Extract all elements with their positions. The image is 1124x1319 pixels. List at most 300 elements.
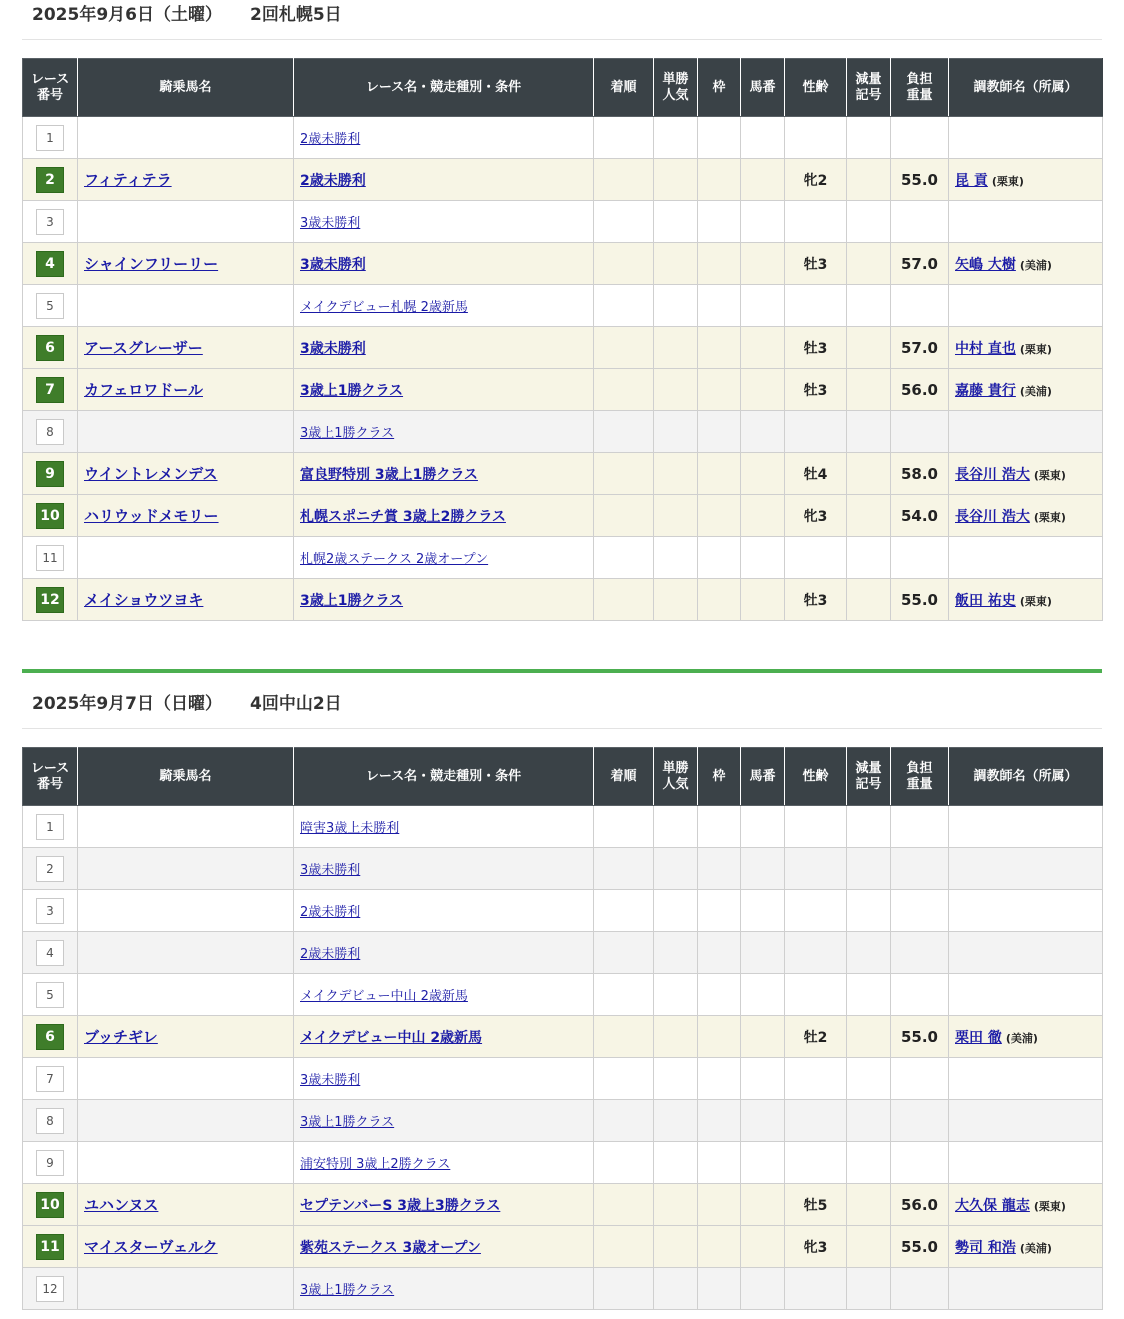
finish-cell (594, 1100, 654, 1142)
popularity-cell (654, 1100, 698, 1142)
race-row (23, 974, 1103, 1016)
header-horse: 騎乗馬名 (78, 59, 294, 117)
horse-no-cell (741, 495, 785, 537)
finish-cell (594, 1184, 654, 1226)
popularity-cell (654, 1142, 698, 1184)
popularity-cell (654, 159, 698, 201)
horse-no-cell (741, 327, 785, 369)
horse-link[interactable]: フィティテラ (84, 171, 172, 189)
weight-mark-cell (847, 932, 891, 974)
race-number-badge: 8 (36, 1108, 64, 1134)
header-horse: 騎乗馬名 (78, 748, 294, 806)
race-number-cell (23, 411, 78, 453)
trainer-link[interactable]: 矢嶋 大樹 (955, 256, 1016, 273)
sex-age-cell (785, 974, 847, 1016)
sex-age-cell (785, 537, 847, 579)
race-row (23, 1016, 1103, 1058)
weight-mark-cell (847, 159, 891, 201)
race-link[interactable]: 2歳未勝利 (300, 947, 361, 962)
finish-cell (594, 201, 654, 243)
horse-no-cell (741, 579, 785, 621)
finish-cell (594, 579, 654, 621)
sex-age-cell (785, 117, 847, 159)
trainer-affiliation: (栗東) (1033, 1199, 1066, 1213)
trainer-cell (949, 369, 1103, 411)
race-row (23, 453, 1103, 495)
finish-cell (594, 1226, 654, 1268)
trainer-cell (949, 1142, 1103, 1184)
popularity-cell (654, 117, 698, 159)
header-race-name: レース名・競走種別・条件 (294, 748, 594, 806)
header-sex-age: 性齢 (785, 59, 847, 117)
popularity-cell (654, 453, 698, 495)
frame-cell (698, 285, 741, 327)
sex-age-cell: 牡5 (785, 1184, 847, 1226)
finish-cell (594, 537, 654, 579)
race-number-badge: 8 (36, 419, 64, 445)
race-number-cell (23, 1016, 78, 1058)
horse-no-cell (741, 890, 785, 932)
sex-age-cell: 牝2 (785, 159, 847, 201)
race-number-cell (23, 327, 78, 369)
weight-cell: 55.0 (891, 579, 949, 621)
horse-cell (78, 1016, 294, 1058)
table-header (23, 59, 1103, 117)
trainer-cell (949, 974, 1103, 1016)
finish-cell (594, 848, 654, 890)
trainer-cell (949, 890, 1103, 932)
frame-cell (698, 890, 741, 932)
popularity-cell (654, 537, 698, 579)
weight-cell (891, 932, 949, 974)
trainer-link[interactable]: 中村 直也 (955, 340, 1016, 357)
horse-link[interactable]: ハリウッドメモリー (84, 507, 219, 525)
frame-cell (698, 495, 741, 537)
finish-cell (594, 1058, 654, 1100)
finish-cell (594, 369, 654, 411)
sex-age-cell (785, 932, 847, 974)
race-number-badge: 5 (36, 982, 64, 1008)
race-link[interactable]: 浦安特別 3歳上2勝クラス (300, 1157, 451, 1172)
sex-age-cell: 牡3 (785, 327, 847, 369)
race-number-cell (23, 453, 78, 495)
weight-mark-cell (847, 1058, 891, 1100)
race-number-cell (23, 1142, 78, 1184)
race-number-badge: 10 (36, 503, 64, 529)
horse-cell (78, 453, 294, 495)
trainer-cell (949, 117, 1103, 159)
finish-cell (594, 932, 654, 974)
race-number-cell (23, 537, 78, 579)
header-horse-no: 馬番 (741, 59, 785, 117)
frame-cell (698, 117, 741, 159)
race-name-cell (294, 117, 594, 159)
sex-age-cell (785, 1268, 847, 1310)
horse-link[interactable]: ウイントレメンデス (84, 465, 218, 483)
sex-age-cell: 牡4 (785, 453, 847, 495)
horse-no-cell (741, 848, 785, 890)
weight-mark-cell (847, 974, 891, 1016)
horse-cell (78, 579, 294, 621)
finish-cell (594, 974, 654, 1016)
horse-no-cell (741, 537, 785, 579)
weight-cell (891, 890, 949, 932)
horse-no-cell (741, 1226, 785, 1268)
finish-cell (594, 243, 654, 285)
race-number-badge: 6 (36, 1024, 64, 1050)
trainer-link[interactable]: 長谷川 浩大 (955, 466, 1030, 483)
popularity-cell (654, 369, 698, 411)
weight-cell: 56.0 (891, 1184, 949, 1226)
race-row (23, 411, 1103, 453)
race-number-cell (23, 890, 78, 932)
race-link[interactable]: 3歳上1勝クラス (300, 426, 395, 441)
race-link[interactable]: セプテンバーS 3歳上3勝クラス (300, 1197, 501, 1214)
popularity-cell (654, 327, 698, 369)
weight-mark-cell (847, 327, 891, 369)
horse-link[interactable]: ブッチギレ (84, 1028, 158, 1046)
race-number-cell (23, 932, 78, 974)
horse-cell (78, 848, 294, 890)
header-finish: 着順 (594, 748, 654, 806)
trainer-cell (949, 537, 1103, 579)
frame-cell (698, 1058, 741, 1100)
trainer-cell (949, 1268, 1103, 1310)
trainer-affiliation: (栗東) (1033, 510, 1066, 524)
horse-cell (78, 1142, 294, 1184)
race-number-cell (23, 117, 78, 159)
popularity-cell (654, 932, 698, 974)
race-link[interactable]: メイクデビュー中山 2歳新馬 (300, 989, 468, 1004)
horse-cell (78, 117, 294, 159)
sex-age-cell: 牝3 (785, 495, 847, 537)
horse-cell (78, 201, 294, 243)
frame-cell (698, 159, 741, 201)
race-name-cell (294, 1058, 594, 1100)
weight-mark-cell (847, 806, 891, 848)
weight-cell (891, 117, 949, 159)
horse-no-cell (741, 974, 785, 1016)
popularity-cell (654, 201, 698, 243)
sex-age-cell (785, 806, 847, 848)
horse-link[interactable]: カフェロワドール (84, 381, 203, 399)
race-name-cell (294, 453, 594, 495)
finish-cell (594, 159, 654, 201)
trainer-link[interactable]: 勢司 和浩 (955, 1239, 1016, 1256)
frame-cell (698, 1142, 741, 1184)
race-number-cell (23, 243, 78, 285)
sex-age-cell: 牡3 (785, 369, 847, 411)
weight-cell (891, 285, 949, 327)
race-link[interactable]: メイクデビュー中山 2歳新馬 (300, 1029, 483, 1046)
weight-mark-cell (847, 453, 891, 495)
race-number-badge: 11 (36, 1234, 64, 1260)
weight-cell: 56.0 (891, 369, 949, 411)
race-link[interactable]: 3歳未勝利 (300, 1073, 361, 1088)
race-number-cell (23, 1100, 78, 1142)
race-row (23, 117, 1103, 159)
horse-no-cell (741, 1058, 785, 1100)
day-date: 2025年9月7日（日曜） (32, 694, 222, 714)
trainer-link[interactable]: 飯田 祐史 (955, 592, 1016, 609)
trainer-cell (949, 453, 1103, 495)
race-link[interactable]: メイクデビュー札幌 2歳新馬 (300, 300, 468, 315)
race-number-badge: 5 (36, 293, 64, 319)
day-section-1 (22, 0, 1102, 621)
trainer-affiliation: (美浦) (1019, 258, 1052, 272)
finish-cell (594, 1268, 654, 1310)
horse-no-cell (741, 159, 785, 201)
trainer-link[interactable]: 栗田 徹 (955, 1029, 1002, 1046)
trainer-cell (949, 243, 1103, 285)
finish-cell (594, 453, 654, 495)
horse-link[interactable]: ユハンヌス (84, 1196, 159, 1214)
race-name-cell (294, 159, 594, 201)
trainer-cell (949, 285, 1103, 327)
race-link[interactable]: 紫苑ステークス 3歳オープン (300, 1239, 481, 1256)
race-number-cell (23, 369, 78, 411)
race-name-cell (294, 411, 594, 453)
race-row (23, 1142, 1103, 1184)
horse-cell (78, 890, 294, 932)
race-link[interactable]: 障害3歳上未勝利 (300, 821, 400, 836)
frame-cell (698, 453, 741, 495)
header-popularity: 単勝 人気 (654, 59, 698, 117)
weight-cell (891, 848, 949, 890)
horse-cell (78, 806, 294, 848)
race-number-badge: 9 (36, 1150, 64, 1176)
weight-cell (891, 1268, 949, 1310)
horse-cell (78, 932, 294, 974)
popularity-cell (654, 579, 698, 621)
race-number-badge: 4 (36, 940, 64, 966)
race-link[interactable]: 札幌スポニチ賞 3歳上2勝クラス (300, 508, 506, 525)
weight-cell (891, 1142, 949, 1184)
horse-link[interactable]: マイスターヴェルク (84, 1238, 218, 1256)
weight-mark-cell (847, 117, 891, 159)
weight-mark-cell (847, 1142, 891, 1184)
sex-age-cell: 牡3 (785, 579, 847, 621)
horse-link[interactable]: アースグレーザー (84, 339, 203, 357)
trainer-cell (949, 932, 1103, 974)
weight-cell: 54.0 (891, 495, 949, 537)
trainer-link[interactable]: 長谷川 浩大 (955, 508, 1030, 525)
race-name-cell (294, 369, 594, 411)
weight-mark-cell (847, 201, 891, 243)
day-venue: 4回中山2日 (249, 694, 342, 714)
trainer-cell (949, 327, 1103, 369)
horse-no-cell (741, 1184, 785, 1226)
finish-cell (594, 285, 654, 327)
race-number-badge: 2 (36, 856, 64, 882)
race-number-badge: 7 (36, 377, 64, 403)
weight-mark-cell (847, 411, 891, 453)
day-heading (22, 0, 1102, 40)
horse-cell (78, 243, 294, 285)
race-number-badge: 12 (36, 1276, 64, 1302)
frame-cell (698, 932, 741, 974)
race-table (22, 747, 1103, 1310)
trainer-cell (949, 411, 1103, 453)
weight-cell (891, 411, 949, 453)
trainer-cell (949, 495, 1103, 537)
weight-cell: 58.0 (891, 453, 949, 495)
race-row (23, 806, 1103, 848)
horse-cell (78, 974, 294, 1016)
header-race-no: レース 番号 (23, 748, 78, 806)
trainer-affiliation: (美浦) (1019, 1241, 1052, 1255)
race-link[interactable]: 3歳上1勝クラス (300, 1283, 395, 1298)
race-link[interactable]: 3歳上1勝クラス (300, 592, 404, 609)
frame-cell (698, 327, 741, 369)
section-divider (22, 669, 1102, 673)
horse-cell (78, 1184, 294, 1226)
weight-cell (891, 537, 949, 579)
weight-mark-cell (847, 369, 891, 411)
race-row (23, 1184, 1103, 1226)
weight-mark-cell (847, 1268, 891, 1310)
frame-cell (698, 806, 741, 848)
horse-no-cell (741, 1142, 785, 1184)
race-link[interactable]: 2歳未勝利 (300, 172, 366, 189)
horse-link[interactable]: シャインフリーリー (84, 255, 219, 273)
trainer-cell (949, 1058, 1103, 1100)
race-number-badge: 6 (36, 335, 64, 361)
race-row (23, 1100, 1103, 1142)
race-row (23, 159, 1103, 201)
popularity-cell (654, 848, 698, 890)
race-name-cell (294, 579, 594, 621)
header-race-no: レース 番号 (23, 59, 78, 117)
frame-cell (698, 974, 741, 1016)
race-row (23, 890, 1103, 932)
horse-no-cell (741, 285, 785, 327)
horse-no-cell (741, 453, 785, 495)
trainer-affiliation: (美浦) (1019, 384, 1052, 398)
finish-cell (594, 890, 654, 932)
weight-mark-cell (847, 537, 891, 579)
race-row (23, 243, 1103, 285)
horse-cell (78, 285, 294, 327)
race-number-cell (23, 1184, 78, 1226)
horse-cell (78, 159, 294, 201)
weight-cell: 55.0 (891, 1016, 949, 1058)
header-trainer: 調教師名（所属） (949, 59, 1103, 117)
race-link[interactable]: 2歳未勝利 (300, 905, 361, 920)
day-section-2 (22, 689, 1102, 1310)
trainer-cell (949, 848, 1103, 890)
race-number-badge: 3 (36, 898, 64, 924)
trainer-cell (949, 201, 1103, 243)
weight-cell: 57.0 (891, 243, 949, 285)
race-name-cell (294, 806, 594, 848)
day-date: 2025年9月6日（土曜） (32, 5, 222, 25)
sex-age-cell (785, 848, 847, 890)
horse-cell (78, 1226, 294, 1268)
race-name-cell (294, 537, 594, 579)
race-link[interactable]: 3歳未勝利 (300, 256, 366, 273)
weight-cell (891, 1100, 949, 1142)
race-row (23, 1226, 1103, 1268)
horse-no-cell (741, 411, 785, 453)
header-sex-age: 性齢 (785, 748, 847, 806)
sex-age-cell (785, 411, 847, 453)
horse-cell (78, 1058, 294, 1100)
popularity-cell (654, 1184, 698, 1226)
horse-link[interactable]: メイショウツヨキ (84, 591, 204, 609)
race-link[interactable]: 3歳未勝利 (300, 216, 361, 231)
race-number-cell (23, 806, 78, 848)
race-name-cell (294, 1100, 594, 1142)
frame-cell (698, 201, 741, 243)
race-name-cell (294, 848, 594, 890)
race-number-badge: 9 (36, 461, 64, 487)
race-row (23, 537, 1103, 579)
race-number-badge: 2 (36, 167, 64, 193)
frame-cell (698, 1100, 741, 1142)
frame-cell (698, 1226, 741, 1268)
weight-cell: 55.0 (891, 159, 949, 201)
finish-cell (594, 495, 654, 537)
trainer-link[interactable]: 昆 貢 (955, 172, 988, 189)
race-link[interactable]: 3歳上1勝クラス (300, 382, 404, 399)
trainer-cell (949, 1016, 1103, 1058)
trainer-cell (949, 579, 1103, 621)
header-frame: 枠 (698, 59, 741, 117)
frame-cell (698, 1268, 741, 1310)
race-link[interactable]: 2歳未勝利 (300, 132, 361, 147)
horse-cell (78, 1268, 294, 1310)
race-number-badge: 7 (36, 1066, 64, 1092)
header-weight-mark: 減量 記号 (847, 748, 891, 806)
weight-mark-cell (847, 579, 891, 621)
race-link[interactable]: 3歳上1勝クラス (300, 1115, 395, 1130)
frame-cell (698, 411, 741, 453)
trainer-affiliation: (栗東) (1033, 468, 1066, 482)
weight-mark-cell (847, 890, 891, 932)
popularity-cell (654, 243, 698, 285)
weight-mark-cell (847, 285, 891, 327)
race-row (23, 848, 1103, 890)
race-link[interactable]: 3歳未勝利 (300, 340, 366, 357)
sex-age-cell: 牡3 (785, 243, 847, 285)
weight-mark-cell (847, 1226, 891, 1268)
trainer-link[interactable]: 嘉藤 貴行 (955, 382, 1016, 399)
race-link[interactable]: 3歳未勝利 (300, 863, 361, 878)
horse-no-cell (741, 932, 785, 974)
weight-mark-cell (847, 1100, 891, 1142)
race-number-cell (23, 159, 78, 201)
horse-no-cell (741, 806, 785, 848)
finish-cell (594, 117, 654, 159)
header-weight: 負担 重量 (891, 59, 949, 117)
day-heading (22, 689, 1102, 729)
popularity-cell (654, 285, 698, 327)
race-name-cell (294, 201, 594, 243)
race-name-cell (294, 495, 594, 537)
popularity-cell (654, 495, 698, 537)
frame-cell (698, 243, 741, 285)
weight-mark-cell (847, 1184, 891, 1226)
race-link[interactable]: 札幌2歳ステークス 2歳オープン (300, 552, 489, 567)
finish-cell (594, 327, 654, 369)
finish-cell (594, 1016, 654, 1058)
horse-no-cell (741, 243, 785, 285)
race-link[interactable]: 富良野特別 3歳上1勝クラス (300, 466, 478, 483)
sex-age-cell: 牡2 (785, 1016, 847, 1058)
race-number-cell (23, 974, 78, 1016)
trainer-link[interactable]: 大久保 龍志 (955, 1197, 1030, 1214)
